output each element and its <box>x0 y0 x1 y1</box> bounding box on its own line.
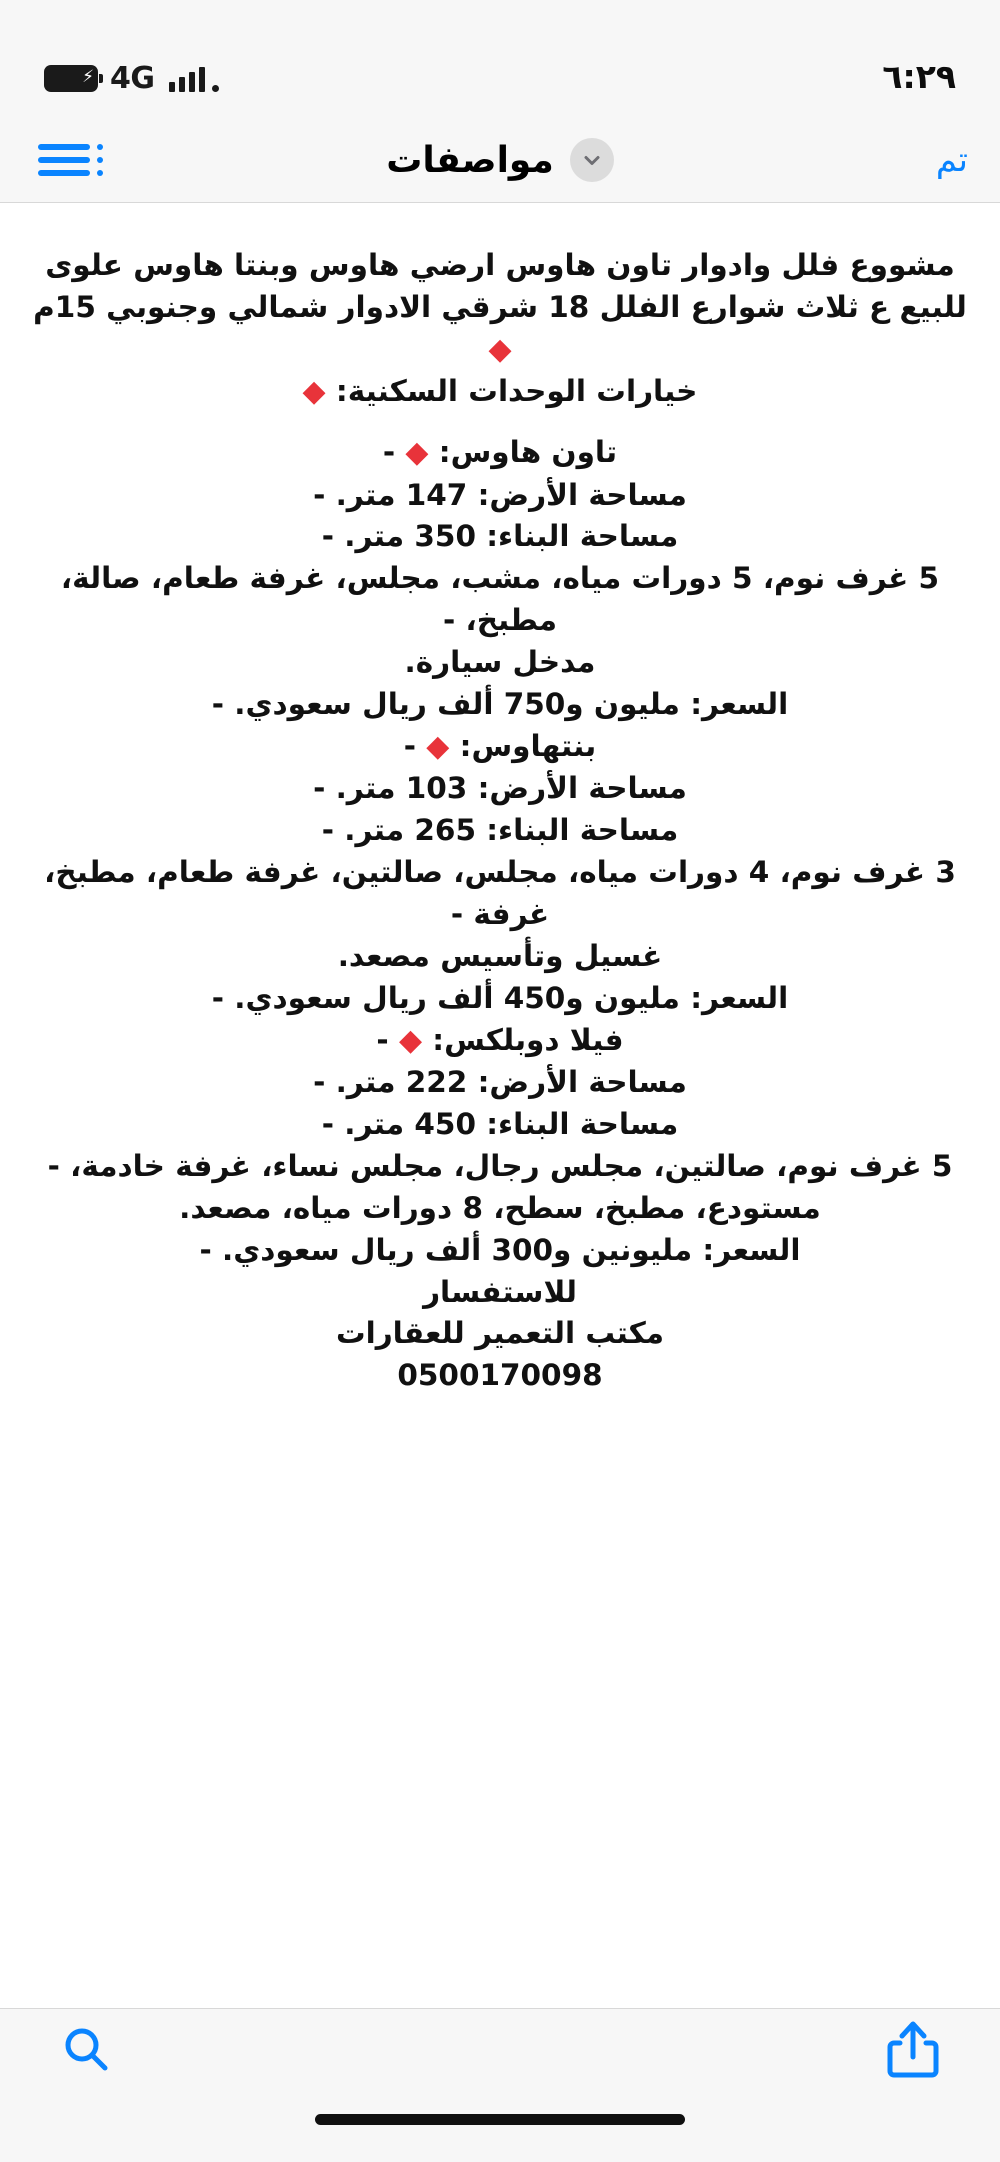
diamond-bullet-icon: ◆ <box>426 728 450 764</box>
done-button[interactable]: تم <box>935 140 968 180</box>
diamond-bullet-icon: ◆ <box>405 434 429 470</box>
empty-area <box>0 1923 1000 2008</box>
article-line: غسيل وتأسيس مصعد. <box>337 938 663 973</box>
article-line: 0500170098 <box>397 1358 603 1393</box>
article-line: مساحة الأرض: 103 متر. - <box>313 771 687 806</box>
status-bar <box>0 0 1000 118</box>
nav-title-group <box>0 138 1000 182</box>
article-line: مساحة الأرض: 147 متر. - <box>313 477 687 512</box>
article-line: مستودع، مطبخ، سطح، 8 دورات مياه، مصعد. <box>179 1190 821 1225</box>
bottom-toolbar <box>0 2008 1000 2092</box>
article-line: فيلا دوبلكس: ◆ - <box>376 1022 624 1058</box>
list-menu-icon[interactable] <box>38 144 103 176</box>
article-line: السعر: مليونين و300 ألف ريال سعودي. - <box>199 1232 801 1267</box>
article-line: مساحة البناء: 265 متر. - <box>321 813 679 848</box>
article-spacer <box>30 414 970 432</box>
home-indicator[interactable] <box>315 2114 685 2125</box>
article-line: خيارات الوحدات السكنية: ◆ <box>302 374 698 410</box>
search-icon[interactable] <box>60 2023 112 2079</box>
article-line: تاون هاوس: ◆ - <box>382 434 618 470</box>
article-line: السعر: مليون و450 ألف ريال سعودي. - <box>211 980 789 1015</box>
article-line: للاستفسار <box>423 1274 577 1309</box>
status-bar-left <box>44 61 219 96</box>
battery-charging-icon: ⚡ <box>44 65 98 92</box>
home-indicator-area <box>0 2092 1000 2162</box>
page-title: مواصفات <box>386 139 554 181</box>
article-line: السعر: مليون و750 ألف ريال سعودي. - <box>211 686 789 721</box>
article-line: مشووع فلل وادوار تاون هاوس ارضي هاوس وبنتا هاوس علوى <box>45 248 955 282</box>
share-icon[interactable] <box>886 2019 940 2083</box>
diamond-bullet-icon: ◆ <box>398 1022 423 1058</box>
network-type-label: 4G <box>110 61 155 96</box>
diamond-bullet-icon: ◆ <box>488 331 512 367</box>
status-bar-clock: ٦:٢٩ <box>882 57 956 96</box>
article-content <box>0 203 1000 2008</box>
chevron-down-icon[interactable] <box>570 138 614 182</box>
cellular-signal-icon <box>169 66 219 92</box>
article-line: 5 غرف نوم، صالتين، مجلس رجال، مجلس نساء، غرفة خادمة، - <box>47 1148 953 1183</box>
article-line: مساحة الأرض: 222 متر. - <box>313 1065 687 1100</box>
article-line: بنتهاوس: ◆ - <box>403 728 597 764</box>
article-body <box>30 245 970 1397</box>
diamond-bullet-icon: ◆ <box>302 374 326 410</box>
article-line: للبيع ع ثلاث شوارع الفلل 18 شرقي الادوار شمالي وجنوبي 15م ◆ <box>33 289 967 367</box>
article-line: مكتب التعمير للعقارات <box>335 1316 665 1351</box>
article-line: مساحة البناء: 450 متر. - <box>321 1107 679 1142</box>
article-line: مساحة البناء: 350 متر. - <box>321 519 679 554</box>
navigation-bar <box>0 118 1000 203</box>
article-line: مدخل سيارة. <box>404 645 596 680</box>
article-line: 3 غرف نوم، 4 دورات مياه، مجلس، صالتين، غرفة طعام، مطبخ، غرفة - <box>44 855 956 931</box>
article-line: 5 غرف نوم، 5 دورات مياه، مشب، مجلس، غرفة طعام، صالة، مطبخ، - <box>60 561 940 638</box>
